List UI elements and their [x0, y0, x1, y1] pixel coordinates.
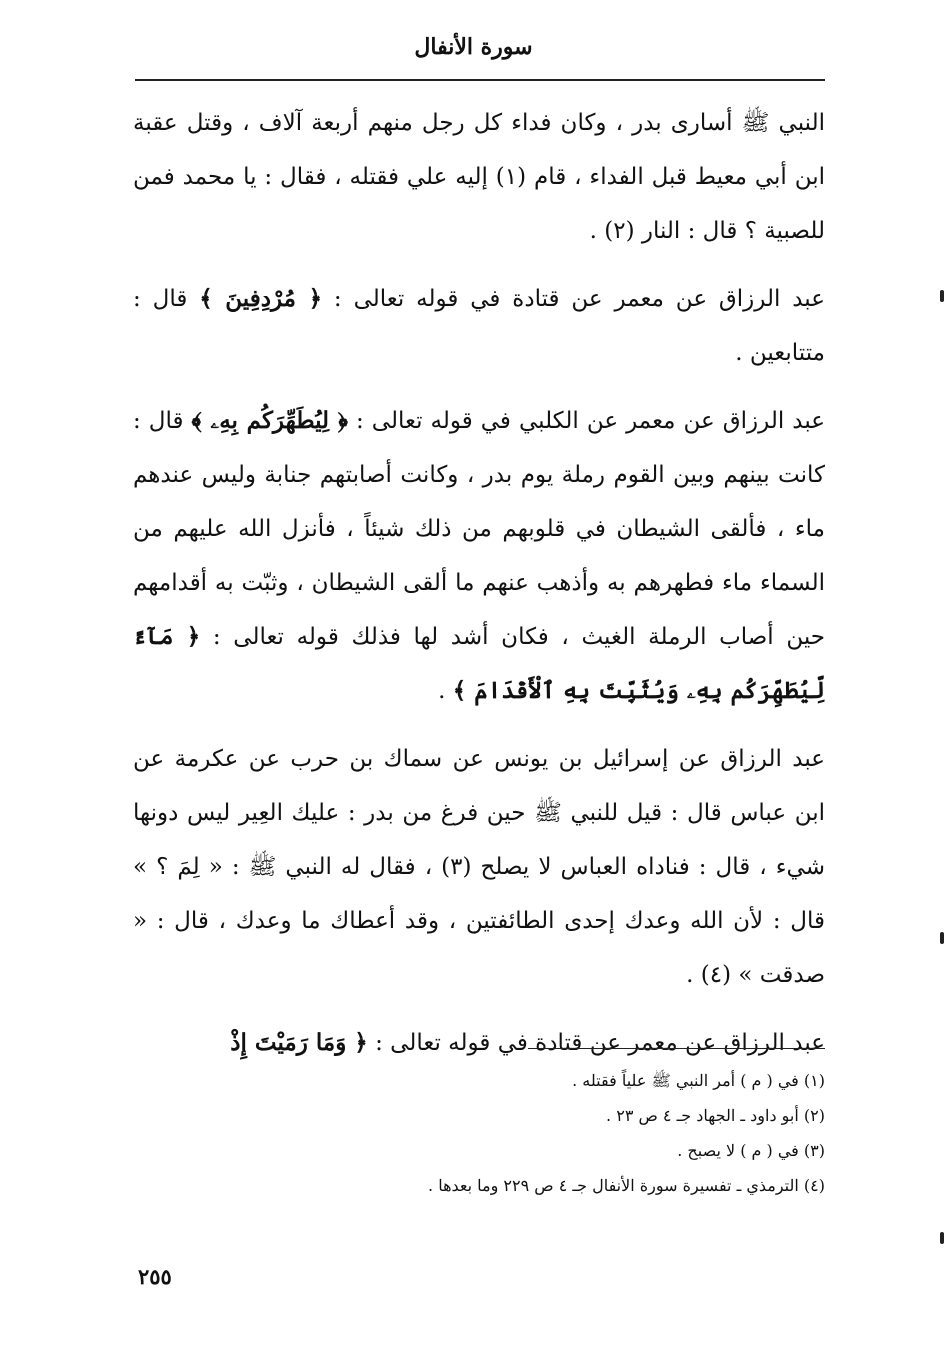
- paragraph-3-tail: .: [438, 678, 453, 704]
- paragraph-3-body: قال : كانت بينهم وبين القوم رملة يوم بدر ، وكانت أصابتهم جنابة وليس عندهم ماء ، فألقى الشيطان في قلوبهم من ذلك شيئاً ، فأنزل الله عليهم من السماء ماء فطهرهم به وأذهب عنهم ما ألقى الشيطان ، وثبّت به أقدامهم حين أصاب الرملة الغيث ، فكان أشد لها فذلك قوله تعالى :: [133, 408, 826, 650]
- footnote-3: (٣) في ( م ) لا يصبح .: [677, 1141, 825, 1160]
- paragraph-2-tail: قال : متتابعين .: [133, 286, 825, 366]
- running-head-title: سورة الأنفال: [414, 34, 533, 60]
- header-divider: [135, 79, 825, 81]
- paragraph-1: النبي ﷺ أسارى بدر ، وكان فداء كل رجل منهم أربعة آلاف ، وقتل عقبة ابن أبي معيط قبل الفداء ، قام (١) إليه علي فقتله ، فقال : يا محمد فمن للصبية ؟ قال : النار (٢) .: [133, 110, 825, 244]
- footnote-divider: [528, 1048, 825, 1049]
- footnotes: [300, 1063, 825, 1203]
- main-text: [133, 96, 825, 1084]
- page-number: ٢٥٥: [138, 1264, 172, 1289]
- paragraph-3: [133, 394, 825, 718]
- footnote-2: (٢) أبو داود ـ الجهاد جـ ٤ ص ٢٣ .: [606, 1106, 825, 1125]
- quran-verse: ﴿ مُرْدِفِينَ ﴾: [199, 285, 323, 312]
- footnote-4: (٤) الترمذي ـ تفسيرة سورة الأنفال جـ ٤ ص ٢٢٩ وما بعدها .: [428, 1176, 825, 1195]
- paragraph-5-intro: عبد الرزاق عن معمر عن قتادة في قوله تعالى :: [367, 1030, 825, 1056]
- scan-edge-mark: [940, 1232, 944, 1244]
- scan-edge-mark: [940, 932, 944, 944]
- paragraph-5: [133, 1016, 825, 1070]
- quran-verse: ﴿ لِيُطَهِّرَكُم بِهِۦ ﴾: [191, 407, 348, 434]
- quran-verse: ﴿ وَمَا رَمَيْتَ إِذْ: [230, 1029, 368, 1056]
- scan-edge-mark: [940, 290, 944, 302]
- paragraph-2: [133, 272, 825, 380]
- footnote-1: (١) في ( م ) أمر النبي ﷺ علياً فقتله .: [572, 1071, 825, 1090]
- paragraph-2-intro: عبد الرزاق عن معمر عن قتادة في قوله تعالى :: [322, 286, 825, 312]
- paragraph-3-intro: عبد الرزاق عن معمر عن الكلبي في قوله تعالى :: [347, 408, 825, 434]
- paragraph-4: عبد الرزاق عن إسرائيل بن يونس عن سماك بن حرب عن عكرمة عن ابن عباس قال : قيل للنبي ﷺ حين فرغ من بدر : عليك العِير ليس دونها شيء ، قال : فناداه العباس لا يصلح (٣) ، فقال له النبي ﷺ : « لِمَ ؟ » قال : لأن الله وعدك إحدى الطائفتين ، وقد أعطاك ما وعدك ، قال : « صدقت » (٤) .: [133, 746, 825, 988]
- quran-verse: ﴿ مَآءً لِّيُطَهِّرَكُم بِهِۦ وَيُثَبِّتَ بِهِ ٱلْأَقْدَامَ ﴾: [133, 623, 825, 704]
